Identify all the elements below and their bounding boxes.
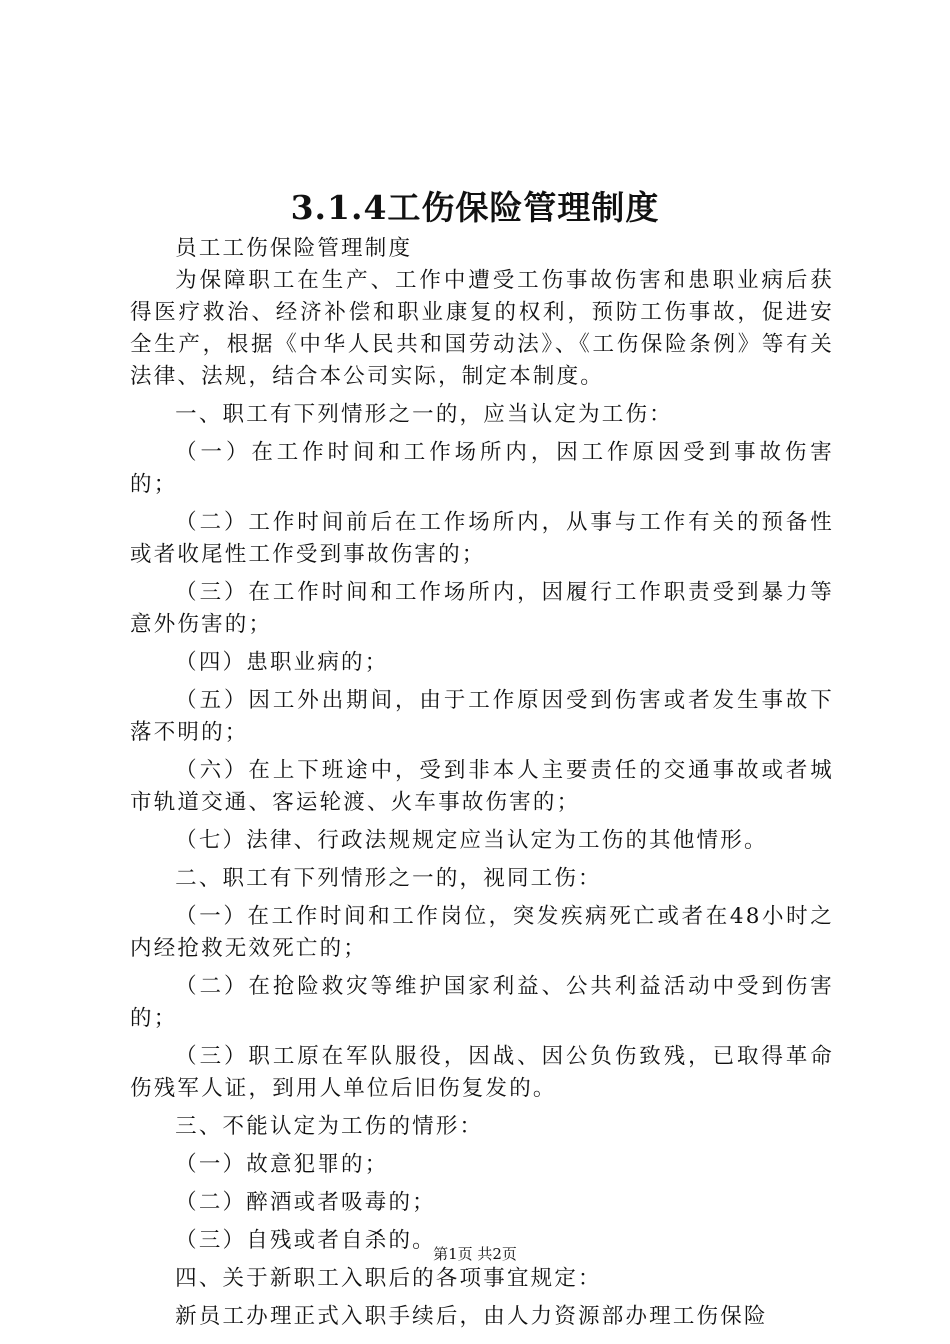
paragraph: 新员工办理正式入职手续后，由人力资源部办理工伤保险 — [175, 1304, 768, 1329]
page-footer: 第1页 共2页 — [433, 1245, 517, 1263]
document-body — [130, 233, 834, 1333]
list-item: （二）工作时间前后在工作场所内，从事与工作有关的预备性或者收尾性工作受到事故伤害的； — [130, 510, 834, 567]
list-item: （三）自残或者自杀的。 — [175, 1228, 436, 1253]
list-item: （七）法律、行政法规规定应当认定为工伤的其他情形。 — [175, 828, 768, 853]
list-item: （四）患职业病的； — [175, 650, 389, 675]
list-item: （六）在上下班途中，受到非本人主要责任的交通事故或者城市轨道交通、客运轮渡、火车事故伤害的； — [130, 758, 834, 815]
list-item: （一）在工作时间和工作场所内，因工作原因受到事故伤害的； — [130, 440, 834, 497]
section-heading: 一、职工有下列情形之一的，应当认定为工伤： — [175, 402, 673, 427]
list-item: （二）醉酒或者吸毒的； — [175, 1190, 436, 1215]
list-item: （一）在工作时间和工作岗位，突发疾病死亡或者在48小时之内经抢救无效死亡的； — [130, 904, 834, 961]
list-item: （五）因工外出期间，由于工作原因受到伤害或者发生事故下落不明的； — [130, 688, 834, 745]
document-title: 3.1.4工伤保险管理制度 — [290, 188, 660, 227]
list-item: （三）职工原在军队服役，因战、因公负伤致残，已取得革命伤残军人证，到用人单位后旧伤复发的。 — [130, 1044, 834, 1101]
list-item: （二）在抢险救灾等维护国家利益、公共利益活动中受到伤害的； — [130, 974, 834, 1031]
section-heading: 二、职工有下列情形之一的，视同工伤： — [175, 866, 602, 891]
paragraph: 员工工伤保险管理制度 — [175, 236, 413, 261]
section-heading: 四、关于新职工入职后的各项事宜规定： — [175, 1266, 602, 1291]
paragraph: 为保障职工在生产、工作中遭受工伤事故伤害和患职业病后获得医疗救治、经济补偿和职业康复的权利，预防工伤事故，促进安全生产，根据《中华人民共和国劳动法》、《工伤保险条例》等有关法律、法规，结合本公司实际，制定本制度。 — [130, 268, 834, 389]
section-heading: 三、不能认定为工伤的情形： — [175, 1114, 484, 1139]
list-item: （三）在工作时间和工作场所内，因履行工作职责受到暴力等意外伤害的； — [130, 580, 834, 637]
list-item: （一）故意犯罪的； — [175, 1152, 389, 1177]
